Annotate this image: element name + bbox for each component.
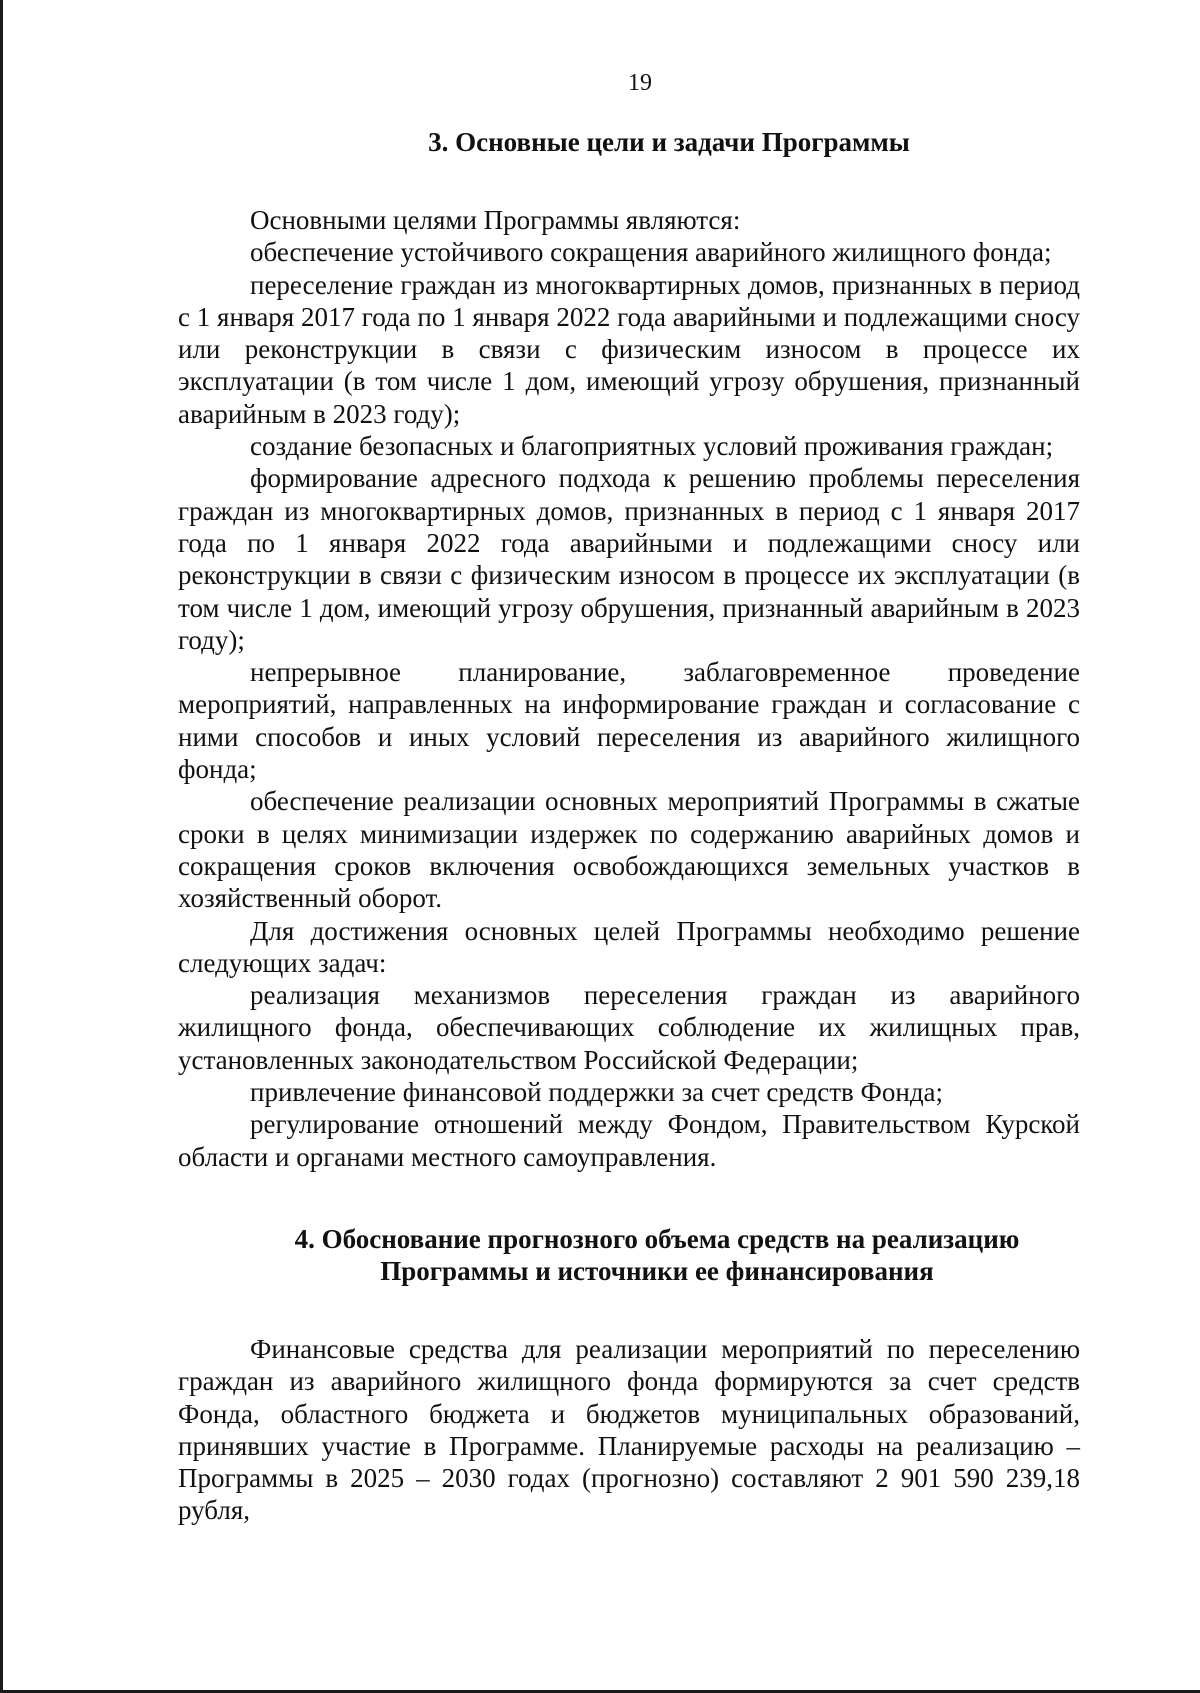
section-3-paragraph: Для достижения основных целей Программы необходимо решение следующих задач:	[178, 915, 1080, 978]
scan-border-left	[0, 0, 3, 1693]
section-3-heading: 3. Основные цели и задачи Программы	[428, 127, 910, 157]
section-3-paragraph: привлечение финансовой поддержки за счет средств Фонда;	[250, 1077, 944, 1108]
section-3-paragraph: Основными целями Программы являются:	[250, 205, 741, 235]
section-3-paragraph: регулирование отношений между Фондом, Правительством Курской области и органами местного самоуправления.	[178, 1109, 1080, 1172]
section-3-paragraph: непрерывное планирование, заблаговременное проведение мероприятий, направленных на информирование граждан и согласование с ними способов и иных условий переселения из аварийного жилищного фонда;	[178, 657, 1080, 785]
section-4-paragraph: Финансовые средства для реализации мероприятий по переселению граждан из аварийного жилищного фонда формируются за счет средств Фонда, областного бюджета и бюджетов муниципальных образований, принявших участие в Программе. Планируемые расходы на реализацию – Программы в 2025 – 2030 годах (прогнозно) составляют 2 901 590 239,18 рубля,	[178, 1333, 1080, 1526]
section-4-heading	[178, 1223, 1080, 1287]
section-3-paragraph: переселение граждан из многоквартирных домов, признанных в период с 1 января 2017 года по 1 января 2022 года аварийными и подлежащими сносу или реконструкции в связи с физическим износом в процессе их эксплуатации (в том числе 1 дом, имеющий угрозу обрушения, признанный аварийным в 2023 году);	[178, 269, 1080, 429]
document-body	[178, 126, 1080, 1527]
section-4-heading-line-2: Программы и источники ее финансирования	[380, 1255, 934, 1286]
section-3-paragraph: создание безопасных и благоприятных условий проживания граждан;	[250, 431, 1054, 462]
section-3-paragraph: реализация механизмов переселения граждан из аварийного жилищного фонда, обеспечивающих соблюдение их жилищных прав, установленных законодательством Российской Федерации;	[178, 980, 1080, 1075]
section-3-paragraph: обеспечение реализации основных мероприятий Программы в сжатые сроки в целях минимизации издержек по содержанию аварийных домов и сокращения сроков включения освобождающихся земельных участков в хозяйственный оборот.	[178, 786, 1080, 914]
page-number: 19	[628, 70, 652, 96]
section-3-paragraph: обеспечение устойчивого сокращения аварийного жилищного фонда;	[250, 237, 1052, 268]
section-3-paragraph: формирование адресного подхода к решению проблемы переселения граждан из многоквартирных домов, признанных в период с 1 января 2017 года по 1 января 2022 года аварийными и подлежащими сносу или реконструкции в связи с физическим износом в процессе их эксплуатации (в том числе 1 дом, имеющий угрозу обрушения, признанный аварийным в 2023 году);	[178, 463, 1080, 655]
section-4-heading-line-1: 4. Обоснование прогнозного объема средств на реализацию	[294, 1223, 1020, 1254]
